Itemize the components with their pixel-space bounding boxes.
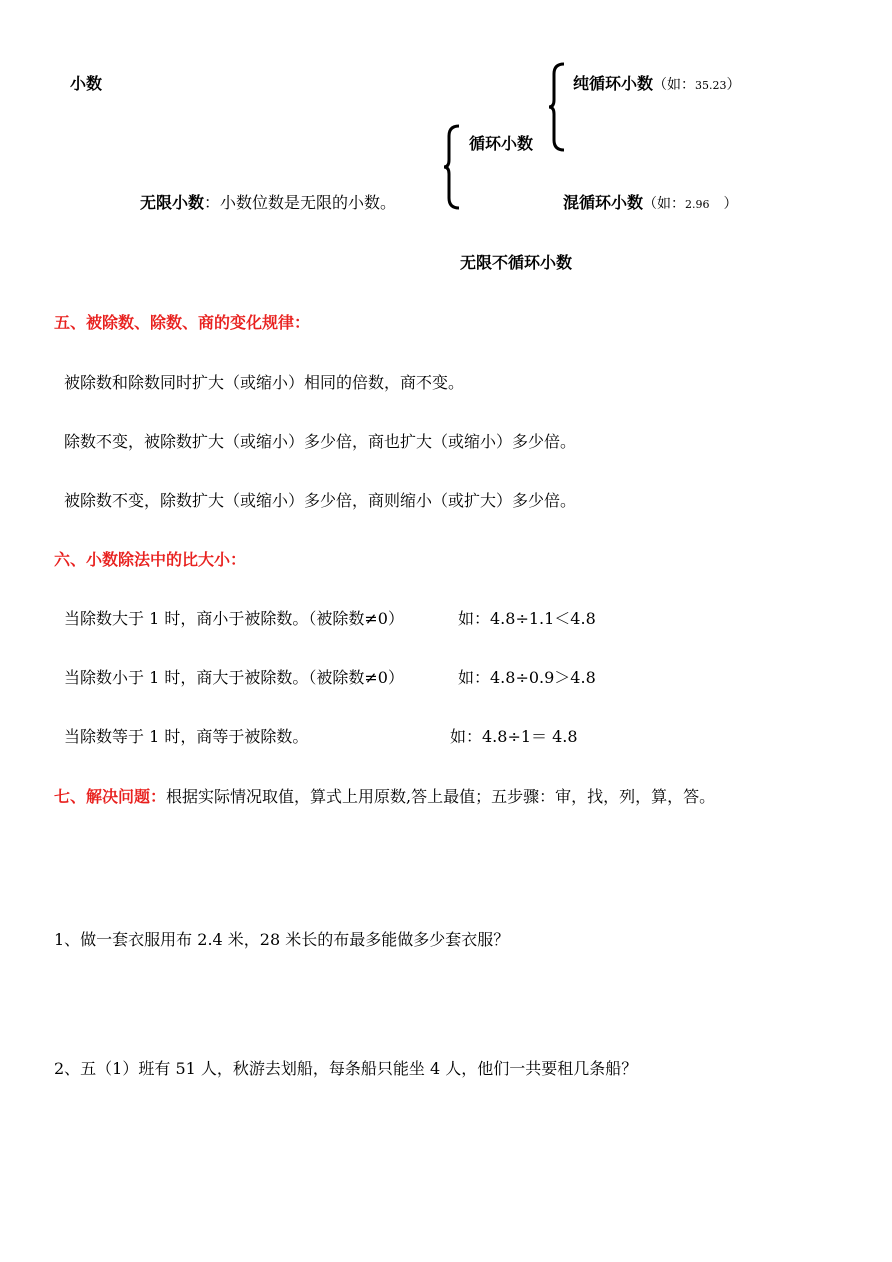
section6-rule: 当除数小于 1 时，商大于被除数。（被除数≠0） (64, 668, 404, 687)
section6-example: 如：4.8÷0.9＞4.8 (458, 668, 596, 687)
pure-repeating-row (573, 71, 741, 94)
mixed-example-prefix: （如： (643, 196, 686, 212)
repeating-label: 循环小数 (469, 134, 534, 153)
pure-example-prefix: （如： (653, 77, 696, 93)
infinite-label: 无限小数 (140, 193, 205, 212)
mixed-repeating-label: 混循环小数 (563, 193, 644, 212)
pure-example-value: 35.23 (695, 79, 727, 92)
infinite-desc: ：小数位数是无限的小数。 (204, 193, 397, 212)
section5-line: 除数不变，被除数扩大（或缩小）多少倍，商也扩大（或缩小）多少倍。 (64, 432, 577, 451)
pure-repeating-label: 纯循环小数 (573, 74, 654, 93)
section7-text: 根据实际情况取值，算式上用原数,答上最值；五步骤：审，找，列，算，答。 (166, 787, 716, 806)
section7-title: 七、解决问题： (54, 787, 167, 806)
section6-example: 如：4.8÷1＝ 4.8 (450, 727, 578, 746)
brace-icon-infinite (443, 124, 463, 210)
pure-example-suffix: ） (726, 77, 741, 93)
section6-rule: 当除数等于 1 时，商等于被除数。 (64, 727, 309, 746)
infinite-row (140, 190, 396, 213)
decimal-root-label: 小数 (70, 74, 103, 93)
section5-title: 五、被除数、除数、商的变化规律： (54, 313, 311, 332)
mixed-example-suffix: ） (723, 196, 738, 212)
section6-rule: 当除数大于 1 时，商小于被除数。（被除数≠0） (64, 609, 404, 628)
section6-title: 六、小数除法中的比大小： (54, 550, 247, 569)
non-repeating-label: 无限不循环小数 (460, 253, 573, 272)
mixed-example-value: 2.96 (685, 198, 710, 211)
problem-item: 2、五（1）班有 51 人，秋游去划船，每条船只能坐 4 人，他们一共要租几条船？ (54, 1059, 638, 1078)
mixed-repeating-row (563, 190, 738, 213)
section7-row (54, 784, 715, 807)
brace-icon-repeating (548, 62, 568, 152)
section6-example: 如：4.8÷1.1＜4.8 (458, 609, 596, 628)
section5-line: 被除数不变，除数扩大（或缩小）多少倍，商则缩小（或扩大）多少倍。 (64, 491, 577, 510)
problem-item: 1、做一套衣服用布 2.4 米，28 米长的布最多能做多少套衣服？ (54, 930, 510, 949)
section5-line: 被除数和除数同时扩大（或缩小）相同的倍数，商不变。 (64, 373, 465, 392)
